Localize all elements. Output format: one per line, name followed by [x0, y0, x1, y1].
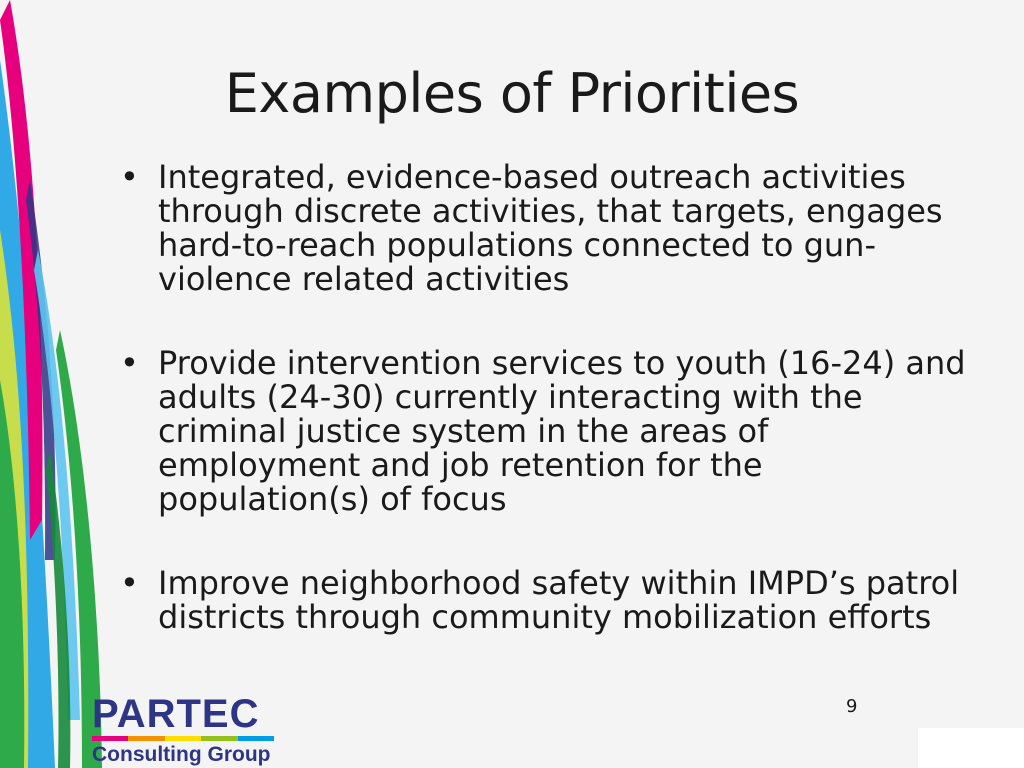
bullet-list	[120, 160, 980, 684]
logo-subtitle: Consulting Group	[92, 743, 271, 766]
bullet-text: Improve neighborhood safety within IMPD’s patrol districts through community mobilization efforts	[158, 564, 960, 636]
logo-color-stripe	[92, 736, 274, 741]
bullet-item	[120, 566, 980, 634]
slide-title: Examples of Priorities	[224, 62, 800, 125]
bullet-marker: •	[120, 564, 139, 602]
bullet-item	[120, 160, 980, 296]
partec-logo	[92, 694, 282, 768]
bullet-text: Integrated, evidence-based outreach activities through discrete activities, that targets, engages hard-to-reach populations connected to gun-violence related activities	[158, 158, 943, 298]
corner-panel	[918, 728, 1024, 768]
bullet-marker: •	[120, 344, 139, 382]
bullet-item	[120, 346, 980, 516]
bullet-text: Provide intervention services to youth (16-24) and adults (24-30) currently interacting with the criminal justice system in the areas of employment and job retention for the population(s) of focus	[158, 344, 966, 518]
logo-wordmark: PARTEC	[92, 692, 260, 736]
page-number: 9	[846, 696, 858, 717]
bullet-marker: •	[120, 158, 139, 196]
